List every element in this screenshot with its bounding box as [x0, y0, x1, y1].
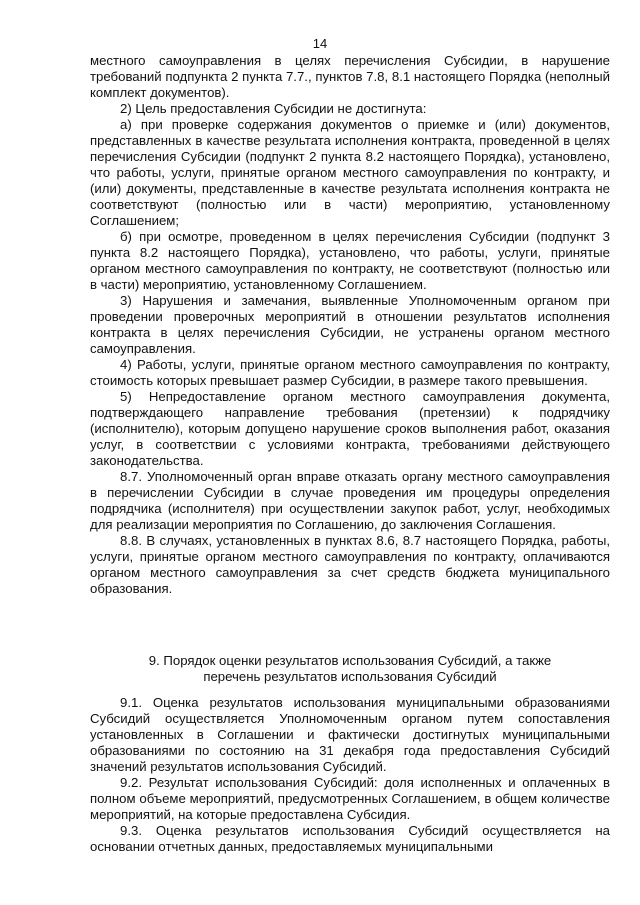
paragraph-9-1: 9.1. Оценка результатов использования муниципальными образованиями Субсидий осуществляется Уполномоченным органом путем сопоставления установленных в Соглашении и фактически достигнутых муниципальными образованиями по состоянию на 31 декабря года предоставления Субсидий значений результатов использования Субсидий.	[90, 695, 610, 774]
paragraph-item-5: 5) Непредоставление органом местного самоуправления документа, подтверждающего направление требования (претензии) к подрядчику (исполнителю), которым допущено нарушение сроков выполнения работ, оказания услуг, в соответствии с условиями контракта, требованиями действующего законодательства.	[90, 389, 610, 468]
paragraph-9-3: 9.3. Оценка результатов использования Субсидий осуществляется на основании отчетных данных, предоставляемых муниципальными	[90, 823, 610, 854]
paragraph-item-4: 4) Работы, услуги, принятые органом местного самоуправления по контракту, стоимость которых превышает размер Субсидии, в размере такого превышения.	[90, 357, 610, 388]
section-heading-line-1: 9. Порядок оценки результатов использования Субсидий, а также	[148, 653, 552, 668]
paragraph-8-7: 8.7. Уполномоченный орган вправе отказать органу местного самоуправления в перечислении Субсидии в случае проведения им процедуры определения подрядчика (исполнителя) при осуществлении закупок работ, услуг, необходимых для реализации мероприятия по Соглашению, до заключения Соглашения.	[90, 469, 610, 532]
document-body	[90, 53, 610, 597]
page-number: 14	[312, 36, 328, 51]
paragraph-item-2b: б) при осмотре, проведенном в целях перечисления Субсидии (подпункт 3 пункта 8.2 настоящего Порядка), установлено, что работы, услуги, принятые органом местного самоуправления по контракту, не соответствуют (полностью или в части) мероприятию, установленному Соглашением.	[90, 229, 610, 292]
section-heading	[110, 653, 590, 685]
paragraph-8-8: 8.8. В случаях, установленных в пунктах 8.6, 8.7 настоящего Порядка, работы, услуги, принятые органом местного самоуправления по контракту, оплачиваются органом местного самоуправления за счет средств бюджета муниципального образования.	[90, 533, 610, 596]
paragraph-continuation: местного самоуправления в целях перечисления Субсидии, в нарушение требований подпункта 2 пункта 7.7., пунктов 7.8, 8.1 настоящего Порядка (неполный комплект документов).	[90, 53, 610, 100]
paragraph-9-2: 9.2. Результат использования Субсидий: доля исполненных и оплаченных в полном объеме мероприятий, предусмотренных Соглашением, в общем количестве мероприятий, на которые предоставлена Субсидия.	[90, 775, 610, 822]
paragraph-item-2: 2) Цель предоставления Субсидии не достигнута:	[120, 101, 427, 116]
section-heading-line-2: перечень результатов использования Субсидий	[203, 669, 497, 684]
paragraph-item-2a: а) при проверке содержания документов о приемке и (или) документов, представленных в качестве результата исполнения контракта, проведенной в целях перечисления Субсидии (подпункт 2 пункта 8.2 настоящего Порядка), установлено, что работы, услуги, принятые органом местного самоуправления по контракту, и (или) документы, представленные в качестве результата исполнения контракта не соответствуют (полностью или в части) мероприятию, установленному Соглашением;	[90, 117, 610, 228]
section-body	[90, 695, 610, 855]
paragraph-item-3: 3) Нарушения и замечания, выявленные Уполномоченным органом при проведении проверочных мероприятий в отношении результатов исполнения контракта в целях перечисления Субсидии, не устранены органом местного самоуправления.	[90, 293, 610, 356]
